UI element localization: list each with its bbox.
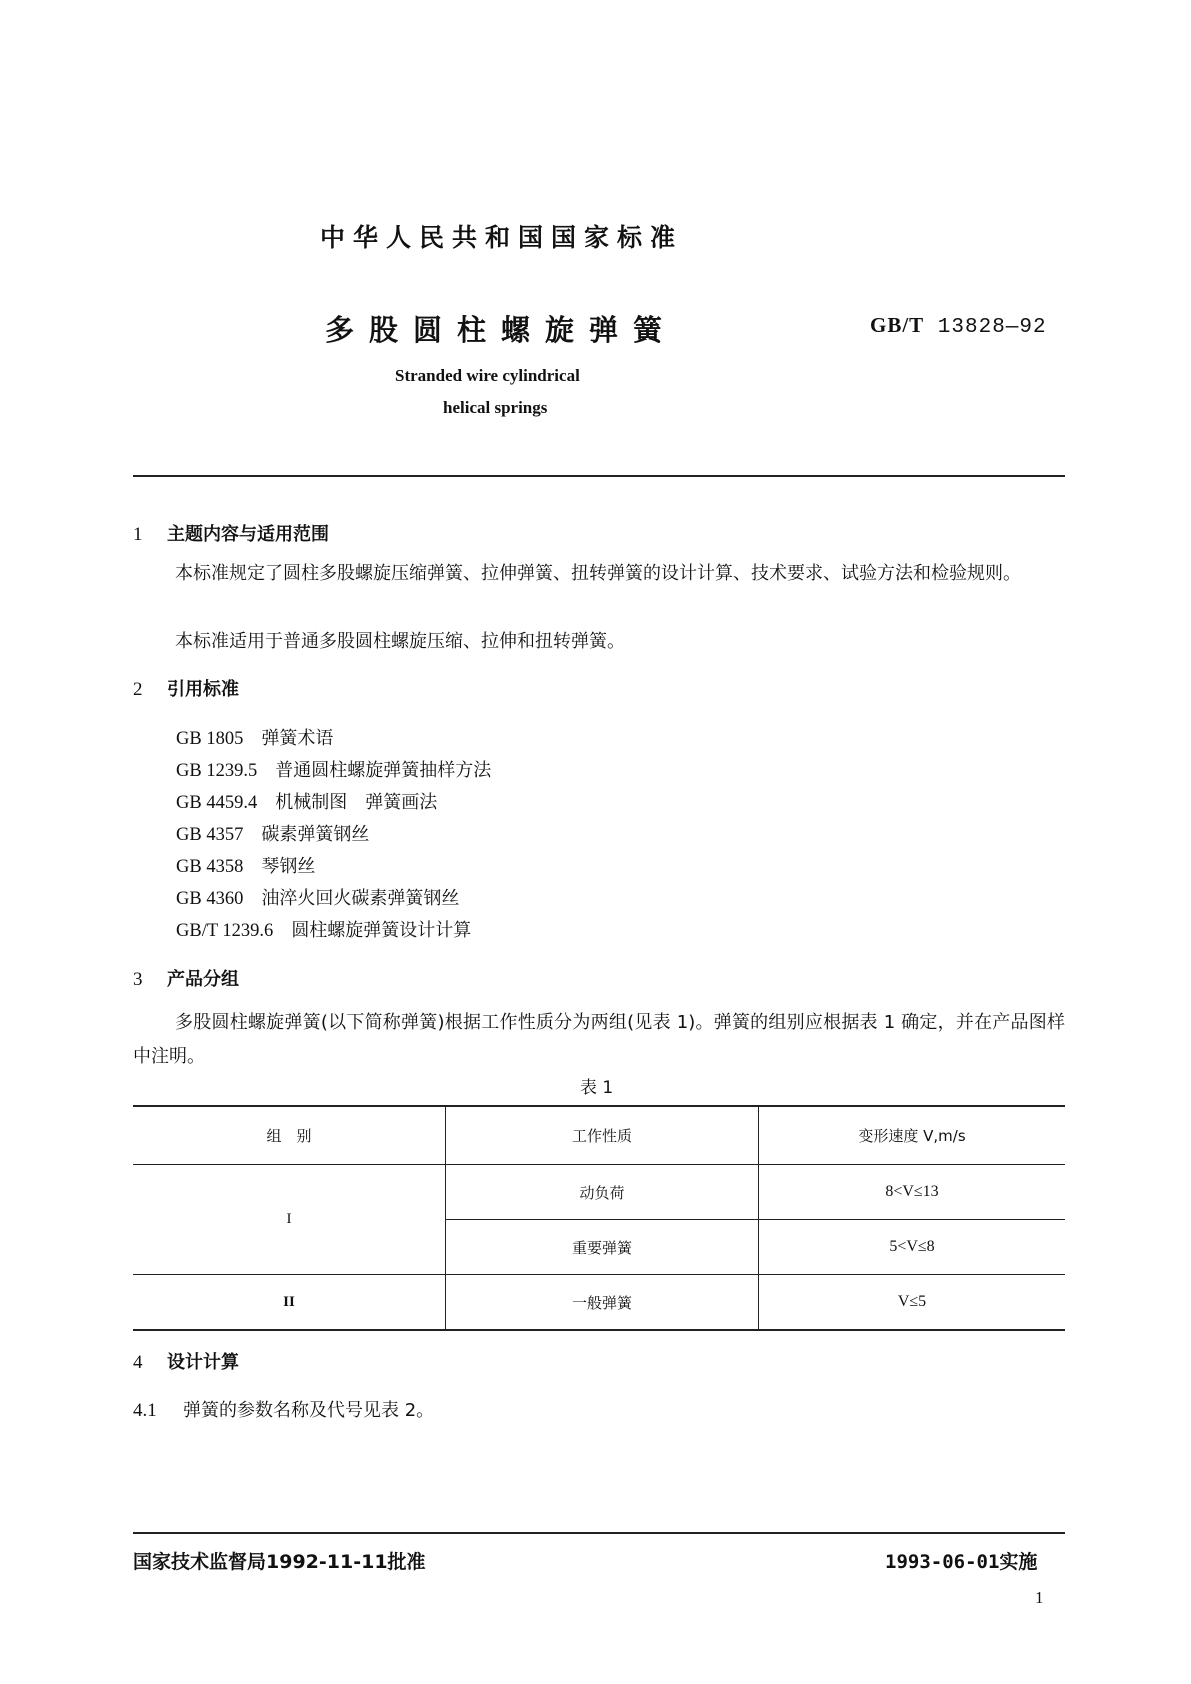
section2-heading [133, 675, 239, 701]
ref-name: 油淬火回火碳素弹簧钢丝 [261, 888, 460, 909]
section2-number: 2 [133, 679, 143, 700]
ref-name: 圆柱螺旋弹簧设计计算 [291, 920, 472, 941]
ref-name: 弹簧术语 [261, 728, 334, 749]
standard-number [870, 313, 1070, 339]
ref-name: 普通圆柱螺旋弹簧抽样方法 [275, 760, 492, 781]
ref-code: GB 1805 [176, 729, 244, 749]
section1-number: 1 [133, 524, 143, 545]
table-header-speed: 变形速度 V,m/s [759, 1106, 1066, 1165]
section3-heading [133, 965, 239, 991]
standard-prefix: GB/T [870, 313, 925, 337]
ref-item [176, 756, 491, 782]
ref-item [176, 788, 437, 814]
section1-heading [133, 520, 329, 546]
standard-number-value: 13828—92 [937, 316, 1047, 339]
ref-item [176, 916, 471, 942]
table1-caption: 表 1 [580, 1078, 614, 1098]
title-en-line1: Stranded wire cylindrical [395, 366, 580, 385]
ref-code: GB/T 1239.6 [176, 921, 274, 941]
ref-item [176, 884, 459, 910]
table-header-nature: 工作性质 [446, 1106, 759, 1165]
table-header-row [133, 1106, 1065, 1165]
ref-code: GB 4360 [176, 889, 244, 909]
section1-title: 主题内容与适用范围 [167, 524, 329, 545]
ref-code: GB 4357 [176, 825, 244, 845]
ref-item [176, 852, 315, 878]
ref-code: GB 4358 [176, 857, 244, 877]
ref-name: 机械制图 弹簧画法 [275, 792, 438, 813]
section4-title: 设计计算 [167, 1352, 239, 1373]
table-cell-speed: 5<V≤8 [759, 1220, 1066, 1275]
standard-title-cn: 多股圆柱螺旋弹簧 [325, 313, 678, 347]
ref-code: GB 1239.5 [176, 761, 258, 781]
table-header-group: 组 别 [133, 1106, 446, 1165]
section2-title: 引用标准 [167, 679, 239, 700]
footer-rule [133, 1532, 1065, 1534]
subsection-number: 4.1 [133, 1400, 157, 1421]
table-cell-nature: 重要弹簧 [446, 1220, 759, 1275]
ref-code: GB 4459.4 [176, 793, 258, 813]
subsection-text: 弹簧的参数名称及代号见表 2。 [183, 1400, 435, 1421]
effective-date: 1993-06-01实施 [885, 1551, 1038, 1573]
approval-date: 国家技术监督局1992-11-11批准 [133, 1551, 426, 1573]
page-number: 1 [1035, 1588, 1044, 1607]
table-cell-group: II [133, 1275, 446, 1331]
table-cell-speed: 8<V≤13 [759, 1165, 1066, 1220]
section4-number: 4 [133, 1352, 143, 1373]
table1 [133, 1105, 1065, 1331]
table-cell-nature: 一般弹簧 [446, 1275, 759, 1331]
table-row [133, 1275, 1065, 1331]
subsection-4-1 [133, 1396, 434, 1422]
ref-name: 琴钢丝 [261, 856, 316, 877]
title-en-line2: helical springs [443, 398, 548, 417]
table-cell-group: I [133, 1165, 446, 1275]
section3-title: 产品分组 [167, 969, 239, 990]
table-row [133, 1165, 1065, 1220]
ref-item [176, 724, 333, 750]
ref-item [176, 820, 369, 846]
section3-para: 多股圆柱螺旋弹簧(以下简称弹簧)根据工作性质分为两组(见表 1)。弹簧的组别应根据表 1 确定，并在产品图样中注明。 [133, 1012, 1065, 1067]
section1-para1: 本标准规定了圆柱多股螺旋压缩弹簧、拉伸弹簧、扭转弹簧的设计计算、技术要求、试验方法和检验规则。 [175, 563, 1021, 584]
ref-name: 碳素弹簧钢丝 [261, 824, 370, 845]
section1-para2: 本标准适用于普通多股圆柱螺旋压缩、拉伸和扭转弹簧。 [175, 631, 625, 652]
header-rule [133, 475, 1065, 477]
national-standard-heading: 中华人民共和国国家标准 [320, 223, 684, 252]
table-cell-nature: 动负荷 [446, 1165, 759, 1220]
section4-heading [133, 1348, 239, 1374]
section3-number: 3 [133, 969, 143, 990]
table-cell-speed: V≤5 [759, 1275, 1066, 1331]
